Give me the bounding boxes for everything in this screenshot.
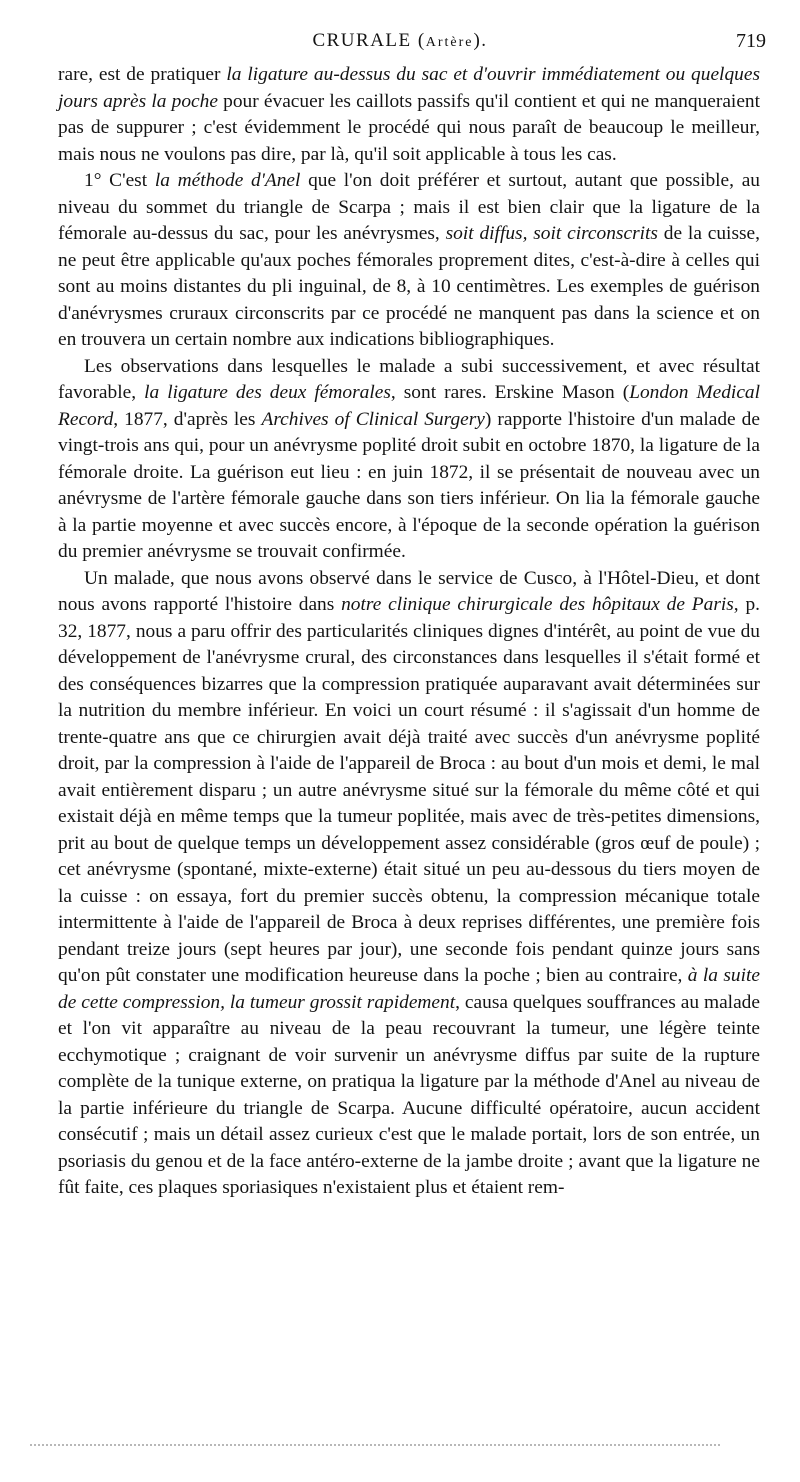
paragraph (58, 62, 760, 168)
text-run: ) rapporte l'histoire d'un malade de vingt-trois ans qui, pour un anévrysme poplité droit subit en octobre 1870, la ligature de la fémorale droite. La guérison eut lieu : en juin 1872, il se présentait de nouveau avec un anévrysme de l'artère fémorale gauche dans son tiers inférieur. On lia la fémorale gauche à la partie moyenne et avec succès encore, à l'époque de la seconde opération la guérison du premier anévrysme se trouvait confirmée. (58, 408, 760, 562)
paragraph (58, 168, 760, 354)
italic-run: soit diffus, soit circonscrits (445, 223, 658, 244)
text-run: , p. 32, 1877, nous a paru offrir des particularités cliniques dignes d'intérêt, au point de vue du développement de l'anévrysme crural, des circonstances dans lesquelles il s'était formé et des conséquences bizarres que la compression pratiquée auparavant avait déterminées sur la nutrition du membre inférieur. En voici un court résumé : il s'agissait d'un homme de trente-quatre ans que ce chirurgien avait déjà traité avec succès d'un anévrysme poplité droit, par la compression à l'aide de l'appareil de Broca : au bout d'un mois et demi, le mal avait entièrement disparu ; un autre anévrysme situé sur la fémorale du même côté et qui existait déjà en même temps que la tumeur poplitée, mais avec de très-petites dimensions, prit au bout de quelque temps un développement assez considérable (gros œuf de poule) ; cet anévrysme (spontané, mixte-externe) était situé un peu au-dessous du tiers moyen de la cuisse : on essaya, fort du premier succès obtenu, la compression mécanique totale intermittente à l'aide de l'appareil de Broca à deux reprises différentes, une première fois pendant treize jours (sept heures par jour), une seconde fois pendant quinze jours sans qu'on pût constater une modification heureuse dans la poche ; bien au contraire, (58, 594, 760, 986)
running-title-main: CRURALE ( (312, 30, 426, 51)
text-run: , causa quelques souffrances au malade et l'on vit apparaître au niveau de la peau recouvrant la tumeur, une légère teinte ecchymotique ; craignant de voir survenir un anévrysme diffus par suite de la rupture complète de la tunique externe, on pratiqua la ligature par la méthode d'Anel au niveau de la partie inférieure du triangle de Scarpa. Aucune difficulté opératoire, aucun accident consécutif ; mais un détail assez curieux c'est que le malade portait, lors de son entrée, un psoriasis du genou et de la face antéro-externe de la jambe droite ; avant que la ligature ne fût faite, ces plaques sporiasiques n'existaient plus et étaient rem- (58, 991, 760, 1198)
text-run: Un malade, que nous avons observé dans le service de Cusco, à l'Hôtel-Dieu, et dont nous avons rapporté l'histoire dans (58, 567, 760, 615)
text-run: , sont rares. Erskine Mason ( (390, 382, 630, 403)
page-header (30, 30, 770, 58)
text-run: , 1877, d'après les (113, 408, 262, 430)
italic-run: la méthode d'Anel (154, 170, 301, 191)
paragraph (58, 354, 760, 566)
italic-run: notre clinique chirurgicale des hôpitaux de Paris (341, 594, 734, 615)
italic-run: la ligature au-dessus du sac et d'ouvrir immédiatement ou quelques jours après la poche (58, 64, 760, 112)
text-run: que l'on doit préférer et surtout, autant que possible, au niveau du sommet du triangle de Scarpa ; mais il est bien clair que la ligature de la fémorale au-dessus du sac, pour les anévrysmes, (58, 170, 760, 244)
footer-dotted-rule (30, 1444, 720, 1446)
running-title-small-caps: Artère (425, 35, 474, 50)
italic-run: la ligature des deux fémorales (144, 382, 391, 403)
italic-run: Archives of Clinical Surgery (261, 408, 485, 430)
page-number: 719 (736, 30, 766, 52)
text-run: pour évacuer les caillots passifs qu'il contient et qui ne manqueraient pas de suppurer ; c'est évidemment le procédé qui nous paraît de beaucoup le meilleur, mais nous ne voulons pas dire, par là, qu'il soit applicable à tous les cas. (58, 90, 761, 165)
italic-run: à la suite de cette compression, la tumeur grossit rapidement (58, 965, 760, 1013)
italic-run: London Medical Record (58, 382, 761, 430)
text-run: rare, est de pratiquer (58, 64, 227, 85)
paragraph (58, 566, 760, 1202)
running-title (30, 30, 770, 52)
text-run: 1° C'est (84, 170, 155, 191)
text-run: Les observations dans lesquelles le malade a subi successivement, et avec résultat favorable, (58, 355, 760, 403)
text-run: de la cuisse, ne peut être applicable qu'aux poches fémorales proprement dites, c'est-à-dire à celles qui sont au moins distantes du pli inguinal, de 8, à 10 centimètres. Les exemples de guérison d'anévrysmes cruraux circonscrits par ce procédé ne manquent pas dans la science et on en trouvera un certain nombre aux indications bibliographiques. (58, 223, 760, 350)
running-title-end: ). (473, 30, 488, 51)
body-text (58, 62, 760, 1202)
